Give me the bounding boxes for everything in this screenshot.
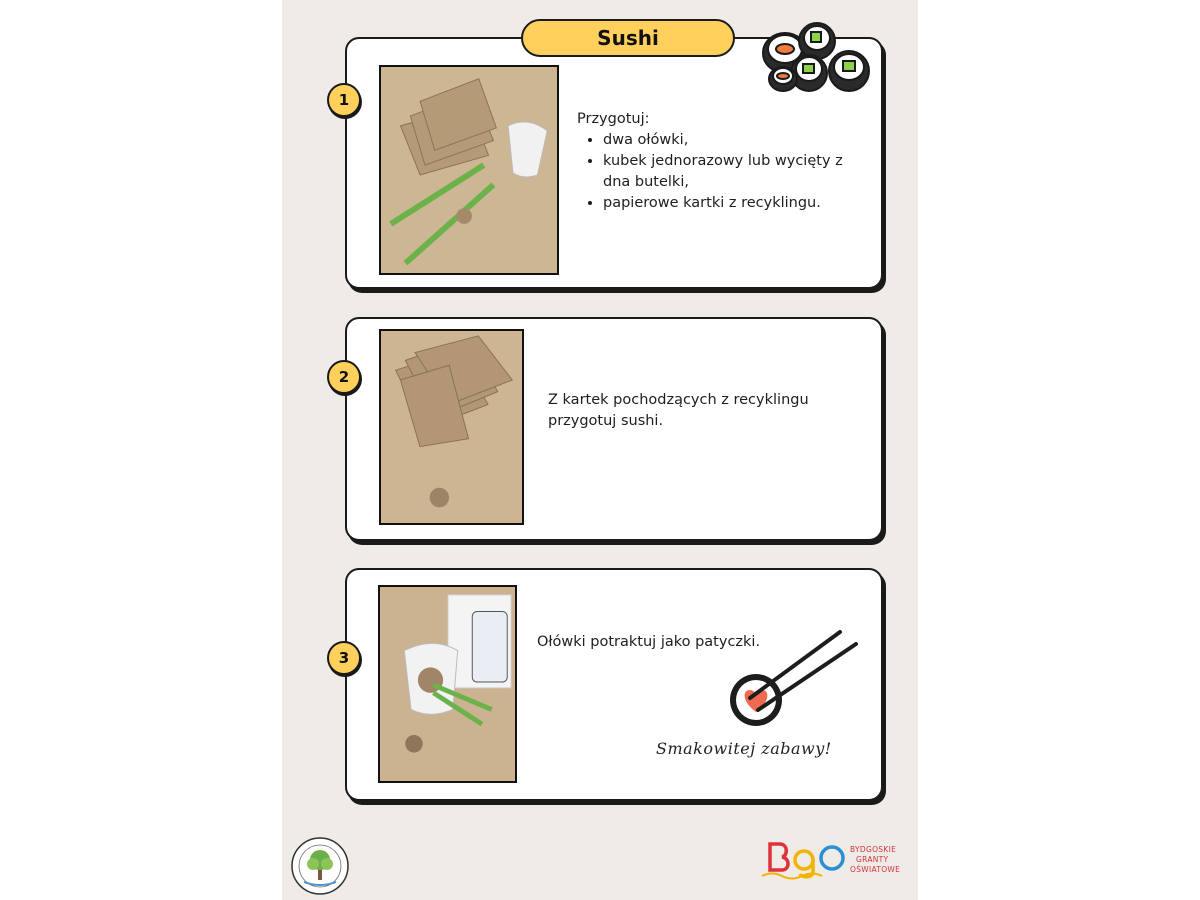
step-number-1: 1 bbox=[327, 83, 361, 117]
step-2-text: Z kartek pochodzących z recyklingu przygotuj sushi. bbox=[548, 392, 809, 429]
step-1-instructions bbox=[577, 109, 867, 214]
closing-message: Smakowitej zabawy! bbox=[656, 739, 832, 758]
bgo-logo-icon bbox=[760, 838, 852, 880]
step-2-photo bbox=[379, 329, 524, 525]
sponsor-line-2: GRANTY bbox=[856, 855, 889, 864]
sushi-chopsticks-icon bbox=[720, 618, 860, 728]
materials-list bbox=[577, 130, 867, 214]
list-item: • dwa ołówki, bbox=[603, 130, 867, 151]
step-3-text: Ołówki potraktuj jako patyczki. bbox=[537, 634, 761, 650]
page-title: Sushi bbox=[521, 19, 735, 57]
step-1-photo bbox=[379, 65, 559, 275]
sponsor-name bbox=[850, 845, 900, 875]
sponsor-line-3: OŚWIATOWE bbox=[850, 865, 901, 874]
step-number-3: 3 bbox=[327, 641, 361, 675]
sushi-rolls-icon bbox=[759, 19, 873, 99]
step-1-intro: Przygotuj: bbox=[577, 111, 650, 127]
list-item: • kubek jednorazowy lub wycięty z dna butelki, bbox=[603, 151, 867, 193]
list-item: • papierowe kartki z recyklingu. bbox=[603, 193, 867, 214]
step-3-photo bbox=[378, 585, 517, 783]
sponsor-line-1: BYDGOSKIE bbox=[850, 845, 897, 854]
school-logo-icon bbox=[290, 836, 350, 896]
step-number-2: 2 bbox=[327, 360, 361, 394]
